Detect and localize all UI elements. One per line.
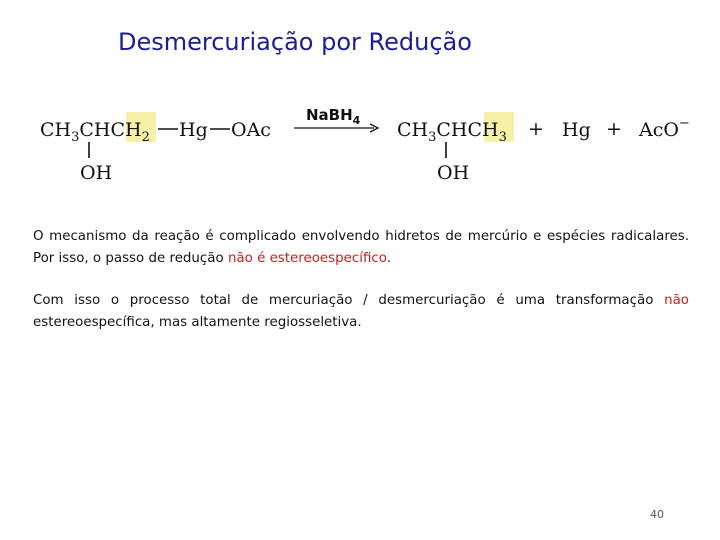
reactant-oac: OAc — [231, 119, 271, 141]
product-formula: $CH_3CHCH_3$ — [397, 119, 507, 145]
product-hg: Hg — [562, 119, 591, 141]
slide-title: Desmercuriação por Redução — [118, 28, 472, 56]
product-oh: OH — [437, 162, 470, 184]
reactant-formula: $CH_3CHCH_2$ — [40, 119, 150, 145]
page-number: 40 — [650, 508, 664, 521]
paragraph-summary-end: estereoespecífica, mas altamente regiosseletiva. — [33, 315, 362, 330]
reagent-label: NaBH$_4$ — [306, 106, 361, 127]
reaction-scheme — [0, 90, 720, 200]
reactant-oh: OH — [80, 162, 113, 184]
plus-sign-2: + — [606, 118, 622, 140]
paragraph-summary-text: Com isso o processo total de mercuriação / desmercuriação é uma transformação — [33, 293, 665, 308]
emphasis-nao: não — [664, 293, 689, 308]
plus-sign-1: + — [528, 118, 544, 140]
product-acetate: AcO− — [639, 116, 690, 141]
emphasis-not-stereospecific: não é estereoespecífico — [227, 251, 387, 266]
paragraph-mechanism-text: O mecanismo da reação é complicado envolvendo hidretos de mercúrio e espécies radicalares. Por isso, o passo de redução — [33, 229, 689, 266]
paragraph-mechanism — [33, 226, 689, 270]
reactant-hg: Hg — [179, 119, 208, 141]
paragraph-summary — [33, 290, 689, 334]
paragraph-mechanism-end: . — [386, 251, 391, 266]
